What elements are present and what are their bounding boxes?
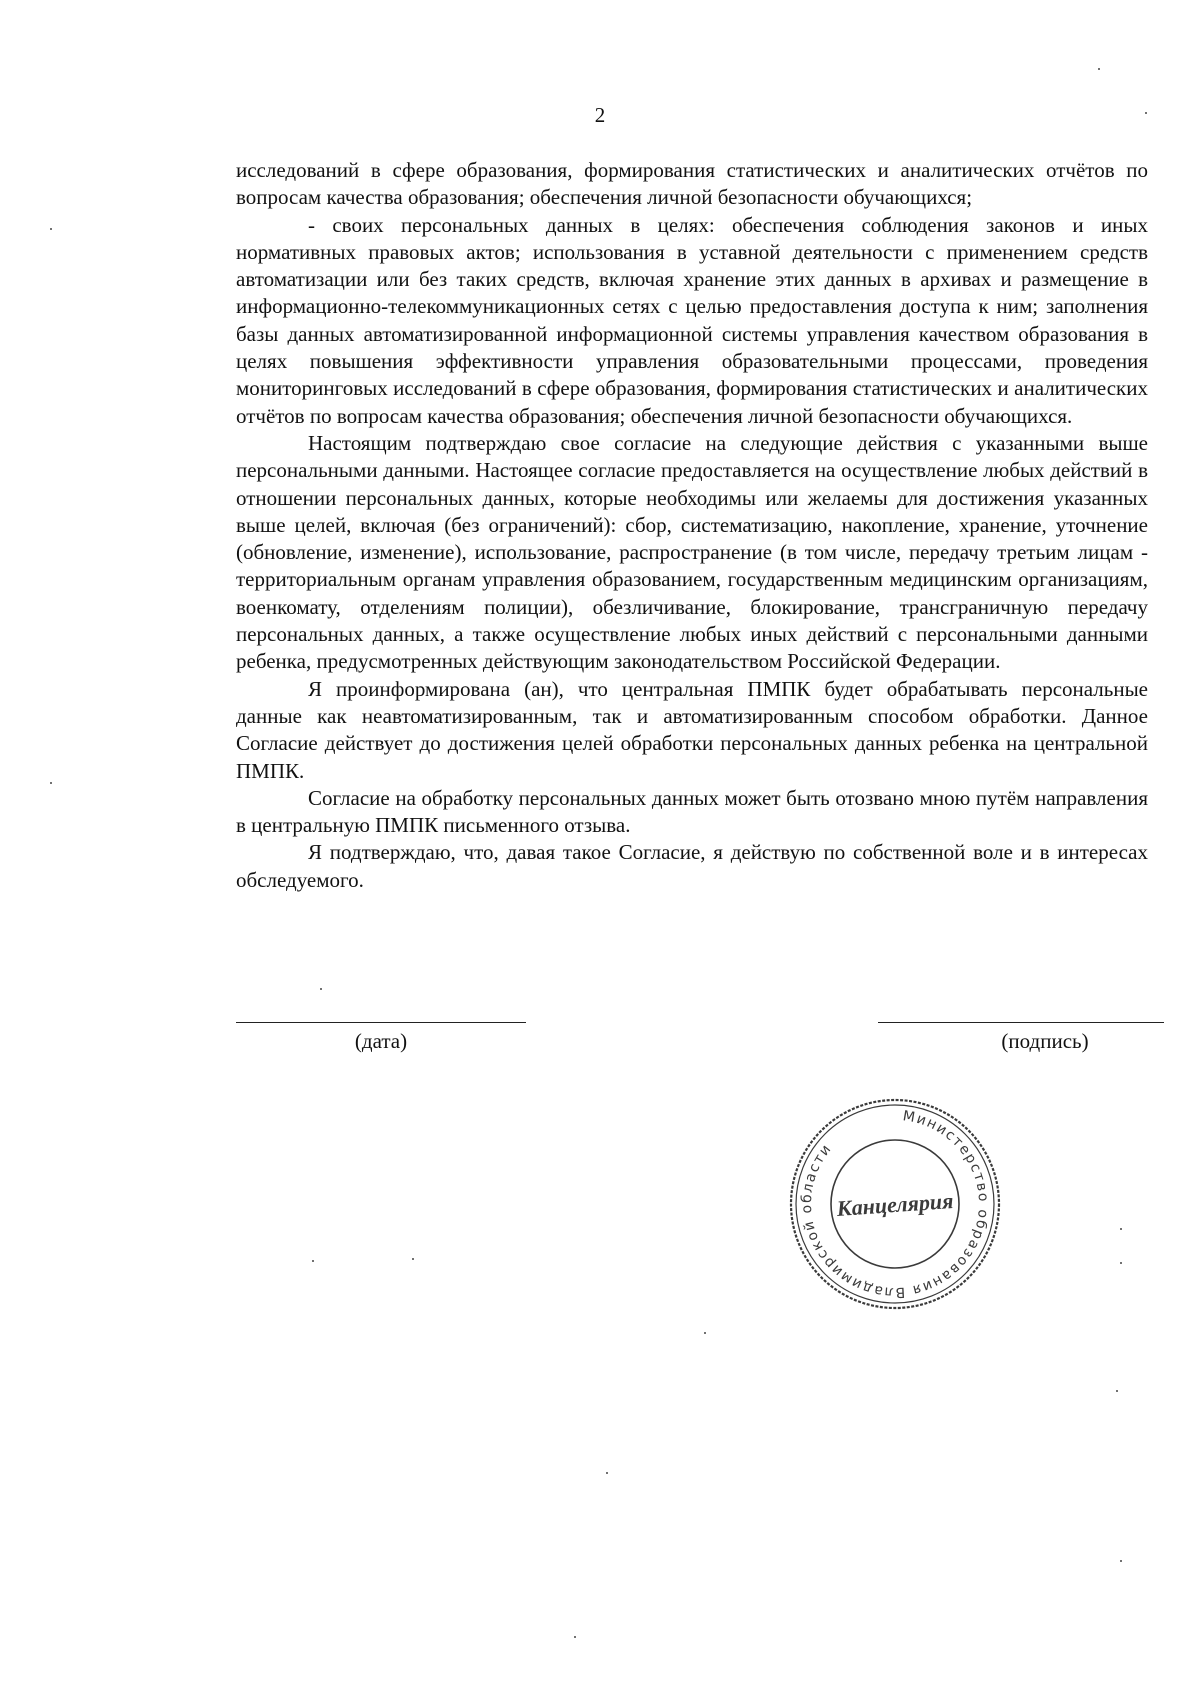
signature-label: (подпись)	[1001, 1029, 1089, 1053]
scan-speck	[320, 988, 322, 990]
scan-speck	[574, 1636, 576, 1638]
scan-speck	[704, 1332, 706, 1334]
scan-speck	[1098, 68, 1100, 70]
paragraph: Согласие на обработку персональных данных может быть отозвано мною путём направления в центральную ПМПК письменного отзыва.	[236, 785, 1148, 838]
scan-speck	[412, 1258, 414, 1260]
signature-line	[878, 1022, 1164, 1023]
scan-speck	[1120, 1262, 1122, 1264]
scan-speck	[1145, 112, 1147, 114]
date-label: (дата)	[354, 1029, 408, 1053]
paragraph: исследований в сфере образования, формирования статистических и аналитических отчётов по вопросам качества образования; обеспечения личной безопасности обучающихся;	[236, 158, 1148, 210]
stamp-ring-text: Министерство образования Владимирской области	[798, 1108, 992, 1301]
paragraph: Настоящим подтверждаю свое согласие на следующие действия с указанными выше персональными данными. Настоящее согласие предоставляется на осуществление любых действий в отношении персональных данных, которые необходимы или желаемы для достижения указанных выше целей, включая (без ограничений): сбор, систематизацию, накопление, хранение, уточнение (обновление, изменение), использование, распространение (в том числе, передачу третьим лицам - территориальным органам управления образованием, государственным медицинским организациям, военкомату, отделениям полиции), обезличивание, блокирование, трансграничную передачу персональных данных, а также осуществление любых иных действий с персональными данными ребенка, предусмотренных действующим законодательством Российской Федерации.	[236, 430, 1148, 674]
scan-speck	[50, 228, 52, 230]
official-stamp	[785, 1094, 1005, 1314]
scan-speck	[312, 1260, 314, 1262]
paragraph: Я подтверждаю, что, давая такое Согласие, я действую по собственной воле и в интересах обследуемого.	[236, 840, 1148, 892]
page-number: 2	[594, 103, 606, 127]
scan-speck	[1116, 1390, 1118, 1392]
scan-speck	[1120, 1560, 1122, 1562]
stamp-center-text: Канцелярия	[835, 1187, 955, 1222]
date-line	[236, 1022, 526, 1023]
scan-speck	[1120, 1228, 1122, 1230]
paragraph: Я проинформирована (ан), что центральная ПМПК будет обрабатывать персональные данные как неавтоматизированным, так и автоматизированным способом обработки. Данное Согласие действует до достижения целей обработки персональных данных ребенка на центральной ПМПК.	[236, 676, 1148, 783]
scan-speck	[606, 1472, 608, 1474]
scan-speck	[50, 782, 52, 784]
document-body	[236, 157, 1148, 894]
paragraph: - своих персональных данных в целях: обеспечения соблюдения законов и иных нормативных правовых актов; использования в уставной деятельности с применением средств автоматизации или без таких средств, включая хранение этих данных в архивах и размещение в информационно-телекоммуникационных сетях с целью предоставления доступа к ним; заполнения базы данных автоматизированной информационной системы управления качеством образования в целях повышения эффективности управления образовательными процессами, проведения мониторинговых исследований в сфере образования, формирования статистических и аналитических отчётов по вопросам качества образования; обеспечения личной безопасности обучающихся.	[236, 212, 1148, 428]
